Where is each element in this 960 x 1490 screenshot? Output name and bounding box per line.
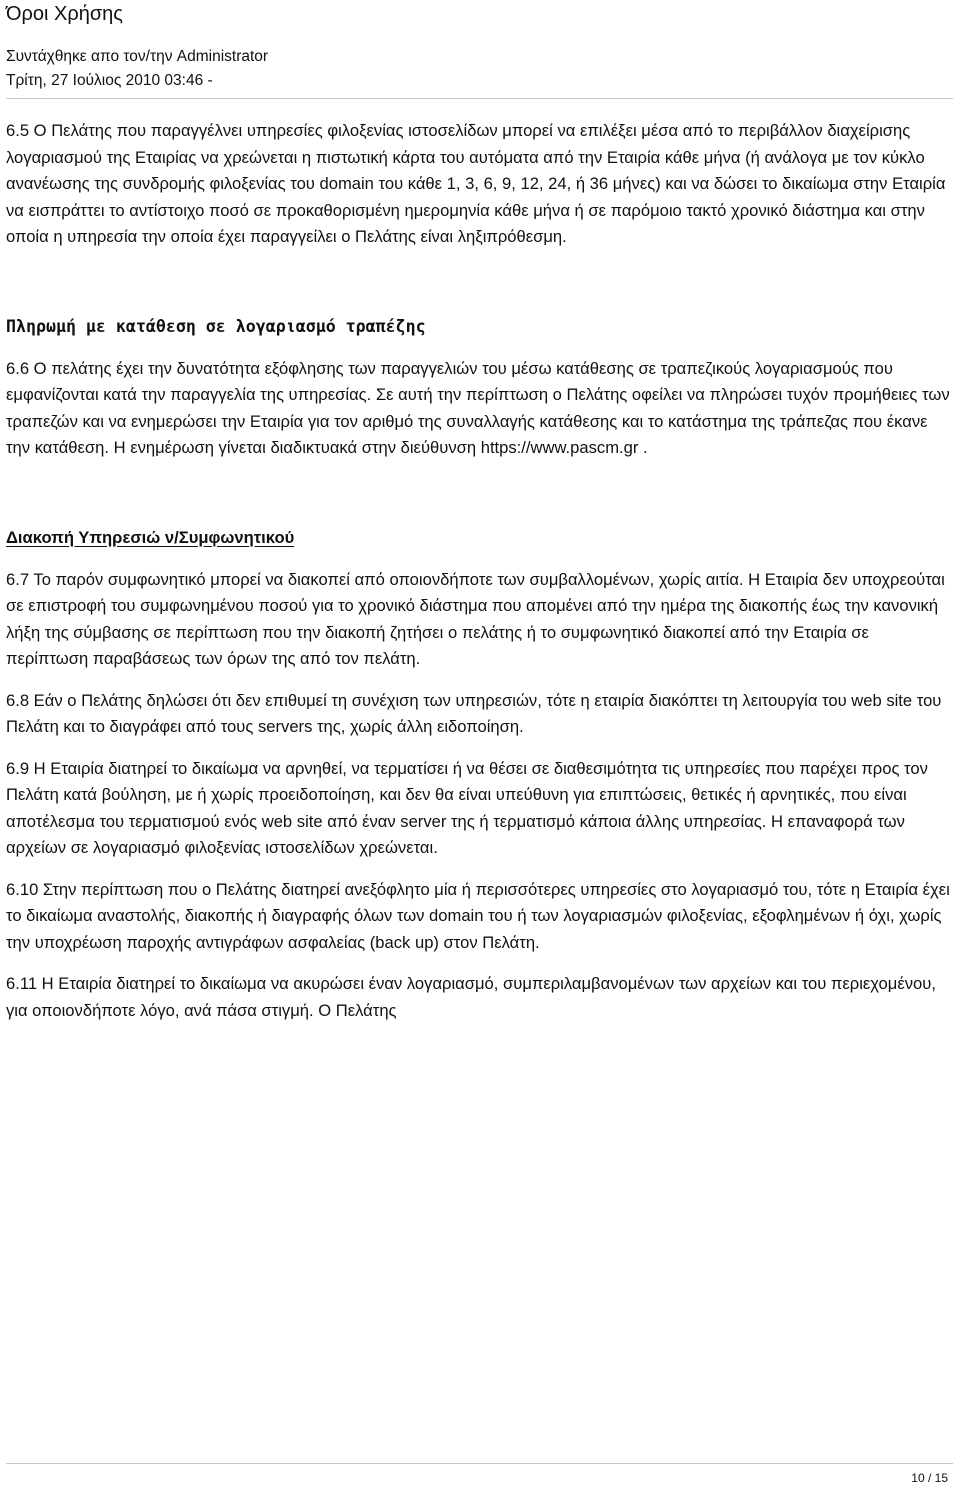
paragraph-6-6: 6.6 Ο πελάτης έχει την δυνατότητα εξόφλησης των παραγγελιών του μέσω κατάθεσης σε τραπεζικούς λογαριασμούς που εμφανίζονται κατά την παραγγελία της υπηρεσίας. Σε αυτή την περίπτωση ο Πελάτης οφείλει να πληρώσει τυχόν προμήθειες των τραπεζών και να ενημερώσει την Εταιρία για τον αριθμό της συναλλαγής κατάθεσης και το κατάστημα της τράπεζας που έκανε την κατάθεση. Η ενημέρωση γίνεται διαδικτυακά στην διεύθυνση https://www.pascm.gr . [6, 358, 950, 457]
paragraph-6-5: 6.5 Ο Πελάτης που παραγγέλνει υπηρεσίες φιλοξενίας ιστοσελίδων μπορεί να επιλέξει μέσα από το περιβάλλον διαχείρισης λογαριασμού της Εταιρίας να χρεώνεται η πιστωτική κάρτα του αυτόματα από την Εταιρία κάθε μήνα (ή ανάλογα με τον κύκλο ανανέωσης της συνδρομής φιλοξενίας του domain του κάθε 1, 3, 6, 9, 12, 24, ή 36 μήνες) και να δώσει το δικαίωμα στην Εταιρία να εισπράττει το αντίστοιχο ποσό σε προκαθορισμένη ημερομηνία κάθε μήνα ή σε παρόμοιο τακτό χρονικό διάστημα και στην οποία η υπηρεσία την οποία έχει παραγγείλει ο Πελάτης είναι ληξιπρόθεσμη. [6, 121, 946, 246]
paragraph-6-9: 6.9 Η Εταιρία διατηρεί το δικαίωμα να αρνηθεί, να τερματίσει ή να θέσει σε διαθεσιμότητα τις υπηρεσίες που παρέχει προς τον Πελάτη κατά βούληση, με ή χωρίς προειδοποίηση, και δεν θα είναι υπεύθυνη για επιπτώσεις, θετικές ή αρνητικές, που είναι αποτέλεσμα του τερματισμού ενός web site από έναν server της ή τερματισμό κάποια άλλης υπηρεσίας. Η επαναφορά των αρχείων σε λογαριασμό φιλοξενίας ιστοσελίδων χρεώνεται. [6, 758, 928, 857]
paragraph-6-10: 6.10 Στην περίπτωση που ο Πελάτης διατηρεί ανεξόφλητο μία ή περισσότερες υπηρεσίες στο λογαριασμό του, τότε η Εταιρία έχει το δικαίωμα αναστολής, διακοπής ή διαγραφής όλων των domain του ή των λογαριασμών φιλοξενίας, εξοφλημένων ή όχι, χωρίς την υποχρέωση παροχής αντιγράφων ασφαλείας (back up) στον Πελάτη. [6, 879, 950, 952]
date-line: Τρίτη, 27 Ιούλιος 2010 03:46 - [6, 72, 213, 89]
article-body [6, 118, 952, 1024]
heading-service-termination-text: Διακοπή Υπηρεσιώ ν/Συμφωνητικού [6, 527, 295, 547]
paragraph-6-8: 6.8 Εάν ο Πελάτης δηλώσει ότι δεν επιθυμεί τη συνέχιση των υπηρεσιών, τότε η εταιρία διακόπτει τη λειτουργία του web site του Πελάτη και το διαγράφει από τους servers της, χωρίς άλλη ειδοποίηση. [6, 690, 942, 736]
paragraph-6-11: 6.11 Η Εταιρία διατηρεί το δικαίωμα να ακυρώσει έναν λογαριασμό, συμπεριλαμβανομένων των αρχείων και του περιεχομένου, για οποιονδήποτε λόγο, ανά πάσα στιγμή. Ο Πελάτης [6, 974, 936, 1020]
bottom-divider [6, 1463, 953, 1464]
author-line: Συντάχθηκε απο τον/την Administrator [6, 48, 269, 65]
heading-bank-payment-text: Πληρωμή με κατάθεση σε λογαριασμό τραπέζης [6, 316, 426, 336]
page-title: Όροι Χρήσης [6, 3, 123, 25]
paragraph-6-7: 6.7 Το παρόν συμφωνητικό μπορεί να διακοπεί από οποιονδήποτε των συμβαλλομένων, χωρίς αιτία. Η Εταιρία δεν υποχρεούται σε επιστροφή του συμφωνημένου ποσού για το χρονικό διάστημα που απομένει από την ημέρα της διακοπής έως την κανονική λήξη της σύμβασης σε περίπτωση που την διακοπή ζητήσει ο πελάτης ή το συμφωνητικό διακοπεί από την Εταιρία σε περίπτωση παραβάσεως των όρων της από τον πελάτη. [6, 569, 945, 668]
heading-bank-payment [6, 314, 952, 340]
top-divider [6, 98, 953, 99]
heading-service-termination [6, 525, 952, 551]
page-number: 10 / 15 [911, 1471, 948, 1485]
